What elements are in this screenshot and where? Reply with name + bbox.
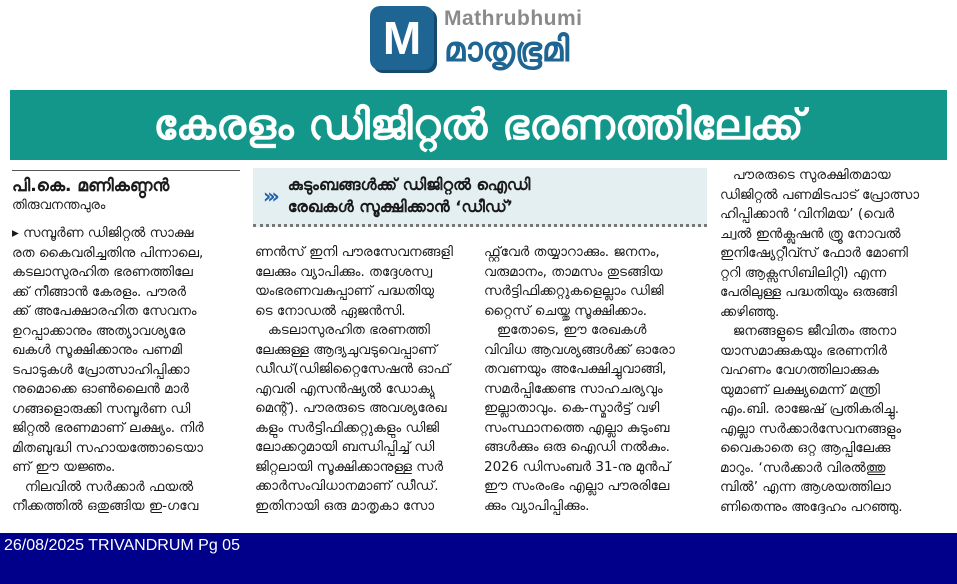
article-column-1 — [12, 224, 238, 517]
article-text-line: രത കൈവരിച്ചതിനു പിന്നാലെ, — [12, 244, 204, 261]
logo-name-english: Mathrubhumi — [444, 7, 583, 30]
logo-m-icon: M — [370, 6, 434, 70]
article-column-2 — [255, 243, 481, 516]
article-text-line: ക്ക് നീങ്ങാൻ കേരളം. പൗരർ — [12, 283, 186, 300]
article-text-line: സമർപ്പിക്കേണ്ട സാഹചര്യവും — [484, 380, 663, 397]
article-text-line: 2026 ഡിസംബർ 31-നു മുൻപ് — [484, 458, 671, 475]
article-text-line: കടലാസുരഹിത ഭരണത്തി — [255, 322, 430, 338]
article-text-line: വരുമാനം, താമസം തുടങ്ങിയ — [484, 263, 663, 280]
article-text-line: ▸ സമ്പൂർണ ഡിജിറ്റൽ സാക്ഷ — [12, 225, 194, 241]
article-text-line: മാറും. ‘സർക്കാർ വിരൽത്തു — [720, 459, 886, 476]
article-text-line: വിവിധ ആവശ്യങ്ങൾക്ക് ഓരോ — [484, 341, 675, 358]
article-text-line: ക്കഴിഞ്ഞു. — [720, 303, 780, 320]
article-text-line: ഫ്റ്റ്‌വേർ തയ്യാറാക്കും. ജനനം, — [484, 244, 660, 260]
article-text-line: ഈ സംരംഭം എല്ലാ പൗരരിലേ — [484, 478, 670, 494]
headline: കേരളം ഡിജിറ്റൽ ഭരണത്തിലേക്ക് — [10, 90, 947, 160]
article-text-line: ജിറ്റലായി സൂക്ഷിക്കാനുള്ള സർ — [255, 458, 444, 475]
article-text-line: മ്പിൽ’ എന്ന ആശയത്തിലാ — [720, 479, 891, 495]
article-text-line: ലേക്കുള്ള ആദ്യചുവടുവെപ്പാണ് — [255, 341, 437, 358]
article-text-line: പൗരരുടെ സുരക്ഷിതമായ — [720, 167, 891, 183]
article-text-line: ക്കാർസംവിധാനമാണ് ഡീഡ്. — [255, 478, 439, 494]
article-text-line: കടലാസുരഹിത ഭരണത്തിലേ — [12, 264, 193, 280]
article-text-line: ഡീഡ്(ഡിജിറ്റൈസേഷൻ ഓഫ് — [255, 361, 451, 377]
article-text-line: മെന്റ്). പൗരരുടെ അവശ്യരേഖ — [255, 400, 447, 416]
byline — [12, 170, 240, 215]
article-text-line: സംസ്ഥാനത്തെ എല്ലാ കുടുംബ — [484, 419, 670, 436]
article-text-line: ലേക്കും വ്യാപിക്കും. തദ്ദേശസ്വ — [255, 263, 433, 280]
article-text-line: ടെ നോഡൽ ഏജൻസി. — [255, 302, 406, 319]
article-text-line: ജിറ്റൽ ഭരണമാണ് ലക്ഷ്യം. നിർ — [12, 420, 204, 436]
article-text-line: ക്ക് അപേക്ഷാരഹിത സേവനം — [12, 303, 197, 319]
subheadline-line-2: രേഖകൾ സൂക്ഷിക്കാൻ ‘ഡീഡ്’ — [287, 197, 513, 216]
article-text-line: ങ്ങൾക്കും ഒരു ഐഡി നൽകും. — [484, 439, 670, 455]
article-text-line: ലോക്കറുമായി ബന്ധിപ്പിച്ച് ഡി — [255, 439, 435, 455]
article-text-line: ഉറപ്പാക്കാനും അത്യാവശ്യരേ — [12, 322, 186, 339]
article-text-line: റ്ററി ആക്സസിബിലിറ്റി) എന്ന — [720, 264, 887, 281]
subheadline-text — [288, 174, 531, 218]
article-text-line: ടപാടുകൾ പ്രോത്സാഹിപ്പിക്കാ — [12, 361, 190, 378]
footer-bar — [0, 533, 957, 584]
article-text-line: പേരിലുള്ള പദ്ധതിയും ഒരുങ്ങി — [720, 284, 897, 300]
logo-name-malayalam: മാതൃഭൂമി — [444, 30, 570, 70]
article-text-line: നുമൊക്കെ ഓൺലൈൻ മാർ — [12, 381, 189, 397]
article-text-line: യംഭരണവകുപ്പാണ് പദ്ധതിയു — [255, 283, 435, 299]
article-text-line: എല്ലാ സർക്കാർസേവനങ്ങളും — [720, 420, 902, 437]
article-text-line: ജനങ്ങളുടെ ജീവിതം അനാ — [720, 323, 897, 339]
article-text-line: ച്വൽ ഇൻക്ലൂഷൻ ത്രൂ നോവൽ — [720, 225, 901, 242]
chevrons-right-icon: ››› — [263, 184, 276, 208]
article-text-line: ണിതെന്നും അദ്ദേഹം പറഞ്ഞു. — [720, 498, 903, 515]
article-text-line: ക്കും വ്യാപിപ്പിക്കും. — [484, 497, 590, 514]
article-text-line: ഇനിഷ്യേറ്റീവ്സ് ഫോർ മോണി — [720, 245, 908, 261]
article-text-line: സർട്ടിഫിക്കറ്റുകളെല്ലാം ഡിജി — [484, 283, 664, 299]
article-text-line: ഹിപ്പിക്കാൻ ‘വിനിമയ’ (വെർ — [720, 206, 895, 222]
article-text-line: വൈകാതെ ഒറ്റ ആപ്പിലേക്കു — [720, 440, 891, 456]
article-text-line: ഇതോടെ, ഈ രേഖകൾ — [484, 322, 647, 338]
article-text-line: ഇല്ലാതാവും. കെ-സ്മാർട്ട് വഴി — [484, 400, 660, 416]
author-name: പി.കെ. മണികണ്ഠൻ — [12, 176, 170, 196]
article-text-line: നിലവിൽ സർക്കാർ ഫയൽ — [12, 478, 194, 495]
article-text-line: യാസമാക്കുകയും ഭരണനിർ — [720, 342, 887, 359]
article-text-line: യുമാണ് ലക്ഷ്യമെന്ന് മന്ത്രി — [720, 381, 880, 398]
article-text-line: ണ് ഈ യജ്ഞം. — [12, 459, 116, 475]
mathrubhumi-logo — [370, 3, 582, 73]
article-text-line: ഡിജിറ്റൽ പണമിടപാട് പ്രോത്സാ — [720, 186, 920, 203]
article-text-line: നീക്കത്തിൽ ഒതുങ്ങിയ ഇ-ഗവേ — [12, 498, 199, 514]
edition-info: 26/08/2025 TRIVANDRUM Pg 05 — [4, 537, 240, 554]
logo-text — [444, 7, 582, 69]
article-column-3 — [484, 243, 710, 516]
article-text-line: ഇതിനായി ഒരു മാതൃകാ സോ — [255, 497, 435, 514]
article-text-line: കളും സർട്ടിഫിക്കറ്റുകളും ഡിജി — [255, 419, 440, 436]
article-text-line: എം.ബി. രാജേഷ് പ്രതികരിച്ചു. — [720, 401, 899, 417]
article-text-line: വഹണം വേഗത്തിലാക്കുക — [720, 362, 879, 378]
subheadline-line-1: കുടുംബങ്ങൾക്ക് ഡിജിറ്റൽ ഐഡി — [287, 175, 531, 194]
article-text-line: ഗങ്ങളൊരുക്കി സമ്പൂർണ ഡി — [12, 400, 191, 417]
article-text-line: ഖകൾ സൂക്ഷിക്കാനും പണമി — [12, 342, 183, 358]
article-text-line: എവരി എസൻഷ്യൽ ഡോക്യു — [255, 380, 435, 397]
article-column-4 — [720, 166, 946, 517]
article-text-line: തവണയും അപേക്ഷിച്ചുവാങ്ങി, — [484, 361, 667, 377]
article-text-line: മിതബുദ്ധി സഹായത്തോടെയാ — [12, 439, 203, 456]
article-text-line: ണൻസ് ഇനി പൗരസേവനങ്ങളി — [255, 244, 453, 260]
subheadline-box — [253, 168, 707, 227]
dateline-place: തിരുവനന്തപുരം — [12, 198, 106, 213]
article-text-line: റ്റൈസ് ചെയ്തു സൂക്ഷിക്കാം. — [484, 302, 648, 319]
